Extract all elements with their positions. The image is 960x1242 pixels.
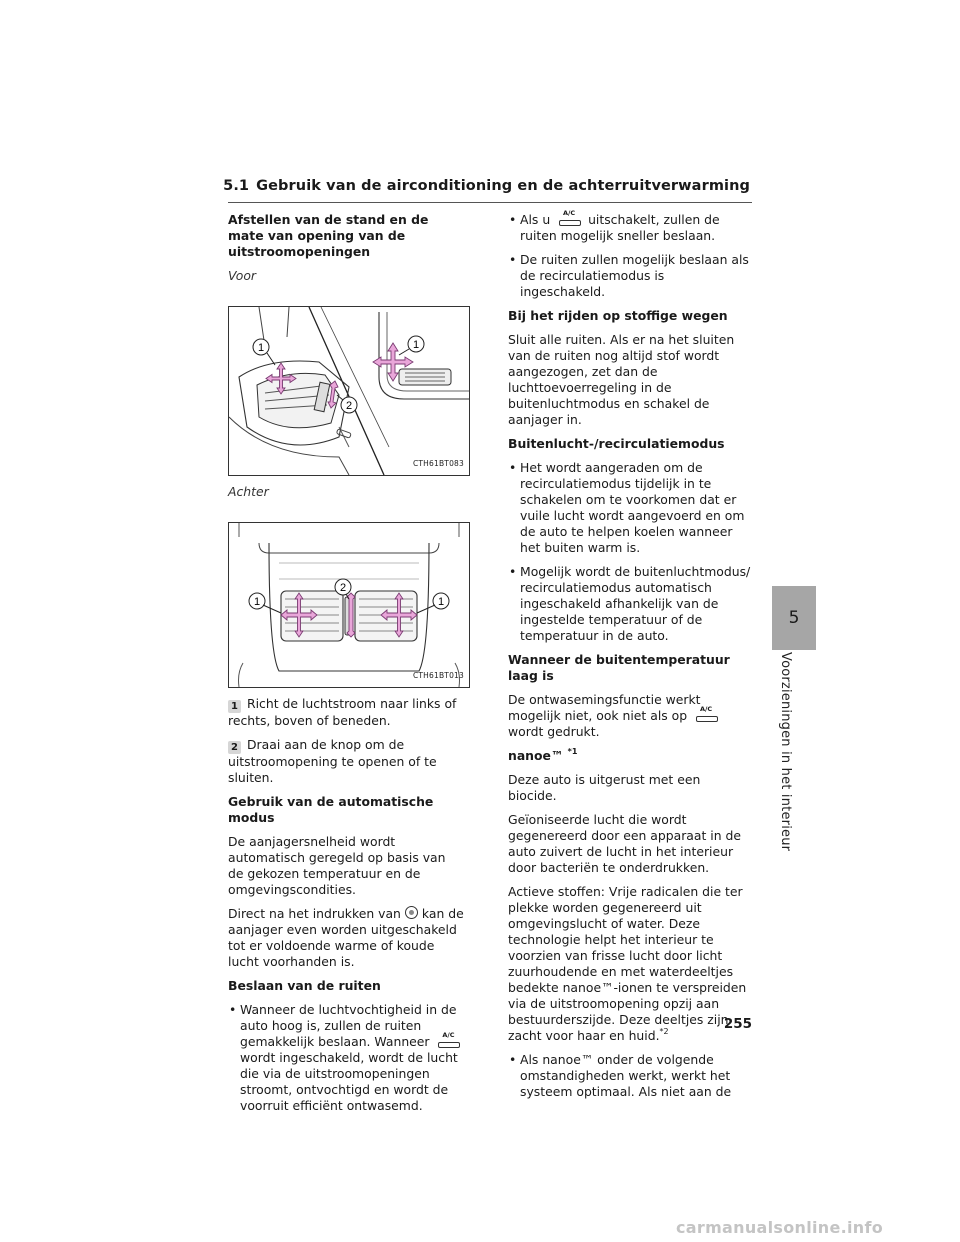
fogging-list-continued xyxy=(508,209,752,300)
figure-front-vents xyxy=(228,306,470,476)
watermark: carmanualsonline.info xyxy=(676,1218,884,1237)
nanoe-conditions-list xyxy=(508,1052,752,1100)
list-item: • Mogelijk wordt de buitenluchtmodus/ recirculatiemodus automatisch ingeschakeld afhankelijk van de ingestelde temperatuur of de temperatuur in de auto. xyxy=(508,564,752,644)
ac-button-icon xyxy=(693,705,719,722)
paragraph-dusty-roads: Sluit alle ruiten. Als er na het sluiten van de ruiten nog altijd stof wordt aangezogen, zet dan de luchttoevoerregeling in de buitenluchtmodus en schakel de aanjager in. xyxy=(508,332,735,427)
recirculation-list xyxy=(508,460,752,644)
step-1-badge: 1 xyxy=(228,700,241,713)
chapter-side-title xyxy=(778,652,812,852)
callout-1-front-right: 1 xyxy=(412,339,420,351)
page-number: 255 xyxy=(723,1016,752,1032)
fogging-list xyxy=(228,1002,464,1114)
chapter-title-text: Voorzieningen in het interieur xyxy=(778,652,793,852)
para4-part-b: wordt gedrukt. xyxy=(508,724,600,739)
list-item: • De ruiten zullen mogelijk beslaan als de recirculatiemodus is ingeschakeld. xyxy=(508,252,752,300)
callout-2-rear: 2 xyxy=(339,582,347,594)
step-2-badge: 2 xyxy=(228,741,241,754)
para4-part-a: De ontwasemingsfunctie werkt mogelijk niet, ook niet als op xyxy=(508,692,701,723)
figure-code-rear: CTH61BT013 xyxy=(412,671,464,680)
figure-rear-vents xyxy=(228,522,470,688)
figure-code-front: CTH61BT083 xyxy=(412,459,464,468)
bullet1-part-b: wordt ingeschakeld, wordt de lucht die via de uitstroomopeningen stroomt, ontvochtigd en wordt de voorruit efficiënt ontwasemd. xyxy=(240,1050,458,1113)
heading-nanoe xyxy=(508,748,752,764)
step-2 xyxy=(228,737,464,786)
list-item: • Als nanoe™ onder de volgende omstandigheden werkt, werkt het systeem optimaal. Als niet aan de xyxy=(508,1052,752,1100)
para2-part-a: Direct na het indrukken van xyxy=(228,906,401,921)
list-item xyxy=(228,1002,464,1114)
step-1 xyxy=(228,696,464,729)
heading-dusty-roads: Bij het rijden op stoffige wegen xyxy=(508,308,728,323)
ac-icon-label: A/C xyxy=(442,1031,455,1039)
bullet2-part-a: Als u xyxy=(520,212,551,227)
rear-vent-illustration xyxy=(229,523,469,687)
section-title: Gebruik van de airconditioning en de achterruitverwarming xyxy=(256,178,750,194)
auto-button-icon xyxy=(405,906,418,919)
paragraph-ionized-air: Geïoniseerde lucht die wordt gegenereerd door een apparaat in de auto zuivert de lucht in het interieur door bacteriën te onderdrukken. xyxy=(508,812,742,875)
heading-low-temperature: Wanneer de buitentemperatuur laag is xyxy=(508,652,730,683)
bullet2-part-b: uitschakelt, zullen de ruiten mogelijk sneller beslaan. xyxy=(520,212,720,243)
nanoe-title: nanoe™ xyxy=(508,748,564,763)
heading-recirculation: Buitenlucht-/recirculatiemodus xyxy=(508,436,725,451)
callout-2-front: 2 xyxy=(345,400,353,412)
callout-1-rear-right: 1 xyxy=(437,596,445,608)
ac-icon-label: A/C xyxy=(563,209,576,217)
section-number: 5.1 xyxy=(223,178,250,194)
step-1-text: Richt de luchtstroom naar links of rechts, boven of beneden. xyxy=(228,696,457,728)
nanoe-footnote-mark: *1 xyxy=(567,747,578,756)
heading-fogging: Beslaan van de ruiten xyxy=(228,978,381,993)
right-column xyxy=(508,209,752,1108)
ac-button-icon xyxy=(435,1031,461,1048)
ac-icon-label: A/C xyxy=(699,705,713,713)
left-column xyxy=(228,212,464,1122)
list-item xyxy=(508,209,752,244)
para2-part-b: kan de aanjager even worden uitgeschakeld tot er voldoende warme of koude lucht voorhanden is. xyxy=(228,906,464,969)
paragraph-auto-fan: De aanjagersnelheid wordt automatisch geregeld op basis van de gekozen temperatuur en de omgevingscondities. xyxy=(228,834,446,897)
paragraph-biocide: Deze auto is uitgerust met een biocide. xyxy=(508,772,701,803)
front-vent-illustration xyxy=(229,307,469,475)
list-item: • Het wordt aangeraden om de recirculatiemodus tijdelijk in te schakelen om te voorkomen dat er vuile lucht wordt aangevoerd en om de auto te helpen koelen wanneer het buiten warm is. xyxy=(508,460,752,556)
para7-text: Actieve stoffen: Vrije radicalen die ter plekke worden gegenereerd uit omgevingslucht of water. Deze technologie helpt het interieur te voorzien van frisse lucht door licht zuurhoudende en met waterdeeltjes bedekte nanoe™-ionen te verspreiden via de uitstroomopening opzij aan bestuurderszijde. Deze deeltjes zijn zacht voor haar en huid. xyxy=(508,884,747,1043)
paragraph-auto-button xyxy=(228,906,464,970)
para7-footnote-mark: *2 xyxy=(659,1027,669,1036)
callout-1-rear-left: 1 xyxy=(253,596,261,608)
callout-1-front-left: 1 xyxy=(257,342,265,354)
chapter-tab: 5 xyxy=(772,586,816,650)
rear-label: Achter xyxy=(228,484,269,499)
step-2-text: Draai aan de knop om de uitstroomopening te openen of te sluiten. xyxy=(228,737,437,785)
paragraph-low-temperature xyxy=(508,692,752,740)
bullet1-part-a: Wanneer de luchtvochtigheid in de auto hoog is, zullen de ruiten gemakkelijk beslaan. Wanneer xyxy=(240,1002,457,1049)
section-header xyxy=(223,176,752,203)
heading-auto-mode: Gebruik van de automatische modus xyxy=(228,794,434,825)
ac-button-icon xyxy=(556,209,582,226)
heading-vent-adjust: Afstellen van de stand en de mate van opening van de uitstroomopeningen xyxy=(228,212,429,259)
front-label: Voor xyxy=(228,268,257,283)
